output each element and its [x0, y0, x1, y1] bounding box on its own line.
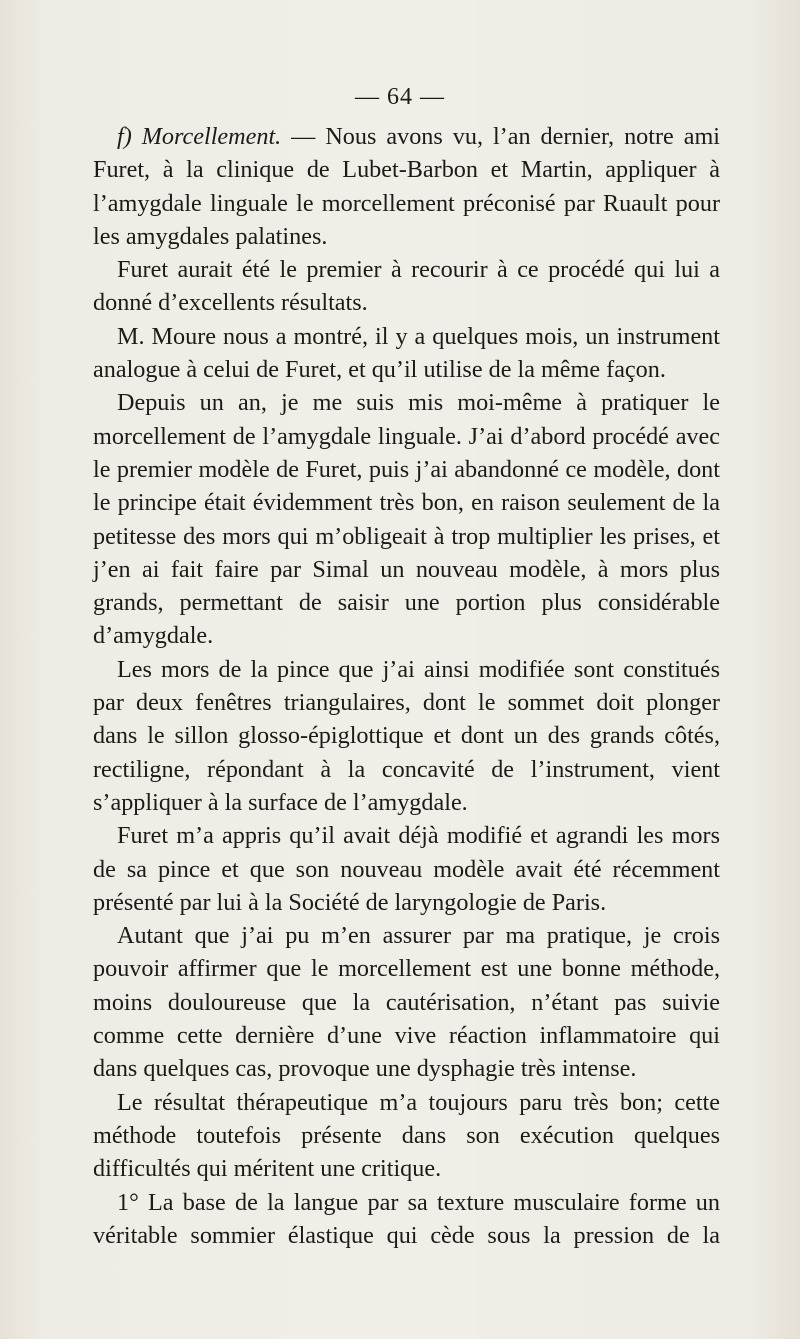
paragraph: [93, 320, 720, 387]
paragraph: [93, 386, 720, 652]
paragraph: [93, 919, 720, 1085]
paragraph: [93, 653, 720, 819]
paragraph-text: — Nous avons vu, l’an dernier, notre ami Furet, à la clinique de Lubet-Barbon et Martin, appliquer à l’amygdale linguale le morcellement préconisé par Ruault pour les amygdales palatines.: [93, 123, 720, 250]
paragraph-text: Furet m’a appris qu’il avait déjà modifié et agrandi les mors de sa pince et que son nouveau modèle avait été récemment présenté par lui à la Société de laryngologie de Paris.: [93, 822, 720, 916]
paragraph-continued: [93, 1186, 720, 1253]
section-heading: f) Morcellement.: [117, 123, 282, 150]
paragraph: [93, 1086, 720, 1186]
paragraph-morcellement: [93, 120, 720, 253]
paragraph-text: Autant que j’ai pu m’en assurer par ma pratique, je crois pouvoir affirmer que le morcellement est une bonne méthode, moins douloureuse que la cautérisation, n’étant pas suivie comme cette dernière d’une vive réaction inflammatoire qui dans quelques cas, provoque une dysphagie très intense.: [93, 922, 720, 1083]
paragraph-text: 1° La base de la langue par sa texture musculaire forme un véritable sommier élastique qui cède sous la pression de la: [93, 1188, 720, 1249]
paragraph-text: Furet aurait été le premier à recourir à ce procédé qui lui a donné d’excellents résultats.: [93, 256, 720, 317]
paragraph: [93, 253, 720, 320]
paragraph-text: M. Moure nous a montré, il y a quelques mois, un instrument analogue à celui de Furet, et qu’il utilise de la même façon.: [93, 322, 720, 384]
paragraph: [93, 819, 720, 919]
paragraph-text: Le résultat thérapeutique m’a toujours paru très bon; cette méthode toutefois présente dans son exécution quelques difficultés qui méritent une critique.: [93, 1088, 720, 1183]
paragraph-text: Depuis un an, je me suis mis moi-même à pratiquer le morcellement de l’amygdale linguale. J’ai d’abord procédé avec le premier modèle de Furet, puis j’ai abandonné ce modèle, dont le principe était évidemment très bon, en raison seulement de la petitesse des mors qui m’obligeait à trop multiplier les prises, et j’en ai fait faire par Simal un nouveau modèle, à mors plus grands, permettant de saisir une portion plus considérable d’amygdale.: [93, 389, 720, 650]
body-text: [93, 120, 720, 1252]
paragraph-text: Les mors de la pince que j’ai ainsi modifiée sont constitués par deux fenêtres triangulaires, dont le sommet doit plonger dans le sillon glosso-épiglottique et dont un des grands côtés, rectiligne, répondant à la concavité de l’instrument, vient s’appliquer à la surface de l’amygdale.: [93, 655, 720, 816]
page-number: — 64 —: [355, 84, 445, 110]
